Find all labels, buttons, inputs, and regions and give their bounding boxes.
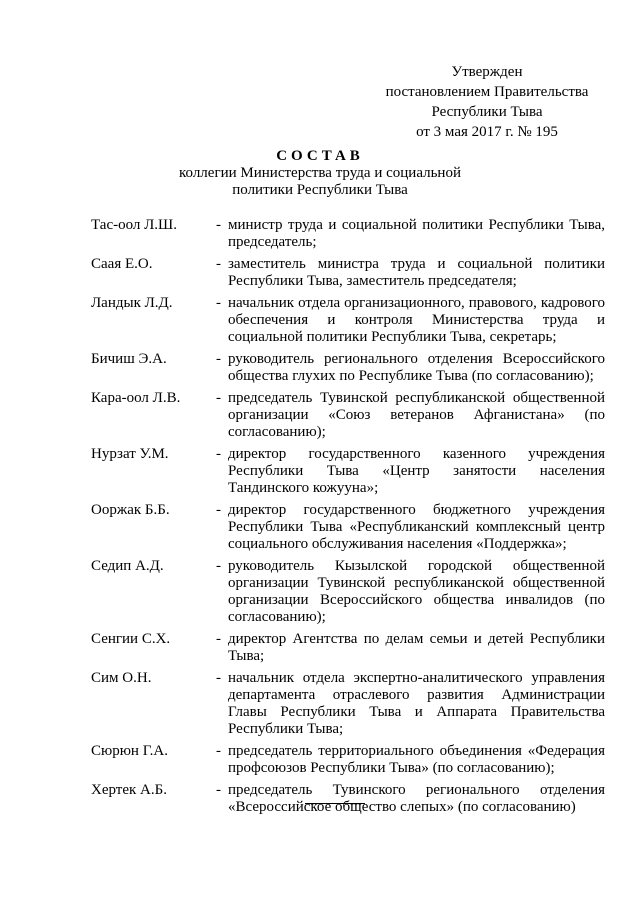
document-title: СОСТАВ [276, 148, 364, 164]
member-row [91, 446, 605, 497]
member-dash: - [216, 631, 221, 647]
member-name: Саая Е.О. [91, 256, 153, 272]
document-subtitle [0, 165, 640, 199]
member-row [91, 782, 605, 816]
member-row [91, 631, 605, 665]
approval-line: Республики Тыва [431, 104, 543, 120]
member-name: Сенгии С.Х. [91, 631, 171, 647]
member-name: Ооржак Б.Б. [91, 502, 170, 518]
member-dash: - [216, 446, 221, 462]
approval-line: от 3 мая 2017 г. № 195 [416, 124, 558, 140]
member-dash: - [216, 351, 221, 367]
member-role: директор государственного бюджетного учреждения Республики Тыва «Республиканский комплексный центр социального обслуживания населения «Поддержка»; [228, 502, 605, 552]
member-role: председатель Тувинской республиканской общественной организации «Союз ветеранов Афганистана» (по согласованию); [228, 390, 605, 440]
member-dash: - [216, 782, 221, 798]
member-name: Седип А.Д. [91, 558, 164, 574]
member-name: Тас-оол Л.Ш. [91, 217, 177, 233]
member-row [91, 502, 605, 553]
member-dash: - [216, 670, 221, 686]
approval-line: Утвержден [451, 64, 523, 80]
member-name: Сюрюн Г.А. [91, 743, 169, 759]
member-name: Ландык Л.Д. [91, 295, 173, 311]
member-dash: - [216, 558, 221, 574]
member-row [91, 217, 605, 251]
member-row [91, 351, 605, 385]
member-role: председатель Тувинского регионального отделения «Всероссийское общество слепых» (по согласованию) [228, 782, 605, 815]
member-name: Нурзат У.М. [91, 446, 169, 462]
member-name: Кара-оол Л.В. [91, 390, 181, 406]
member-name: Хертек А.Б. [91, 782, 167, 798]
member-role: председатель территориального объединения «Федерация профсоюзов Республики Тыва» (по согласованию); [228, 743, 605, 776]
member-dash: - [216, 217, 221, 233]
member-name: Сим О.Н. [91, 670, 152, 686]
member-dash: - [216, 502, 221, 518]
member-name: Бичиш Э.А. [91, 351, 167, 367]
member-row [91, 390, 605, 441]
subtitle-line: коллегии Министерства труда и социальной [178, 165, 461, 181]
member-role: начальник отдела экспертно-аналитического управления департамента отраслевого развития Администрации Главы Республики Тыва и Аппарата Правительства Республики Тыва; [228, 670, 605, 737]
member-role: начальник отдела организационного, правового, кадрового обеспечения и контроля Министерства труда и социальной политики Республики Тыва, секретарь; [228, 295, 605, 345]
member-role: заместитель министра труда и социальной политики Республики Тыва, заместитель председателя; [228, 256, 605, 289]
member-role: руководитель Кызылской городской общественной организации Тувинской республиканской общественной организации Всероссийского общества инвалидов (по согласованию); [228, 558, 605, 625]
member-row [91, 295, 605, 346]
approval-line: постановлением Правительства [385, 84, 589, 100]
end-separator-line [305, 803, 365, 804]
member-role: директор государственного казенного учреждения Республики Тыва «Центр занятости населения Тандинского кожууна»; [228, 446, 605, 496]
member-dash: - [216, 743, 221, 759]
members-list [91, 217, 605, 821]
member-row [91, 558, 605, 626]
member-role: руководитель регионального отделения Всероссийского общества глухих по Республике Тыва (по согласованию); [228, 351, 605, 384]
member-dash: - [216, 390, 221, 406]
member-dash: - [216, 256, 221, 272]
member-row [91, 670, 605, 738]
approval-block [372, 62, 602, 142]
member-role: директор Агентства по делам семьи и детей Республики Тыва; [228, 631, 605, 664]
member-row [91, 743, 605, 777]
member-role: министр труда и социальной политики Республики Тыва, председатель; [228, 217, 605, 250]
member-row [91, 256, 605, 290]
member-dash: - [216, 295, 221, 311]
subtitle-line: политики Республики Тыва [232, 182, 408, 198]
